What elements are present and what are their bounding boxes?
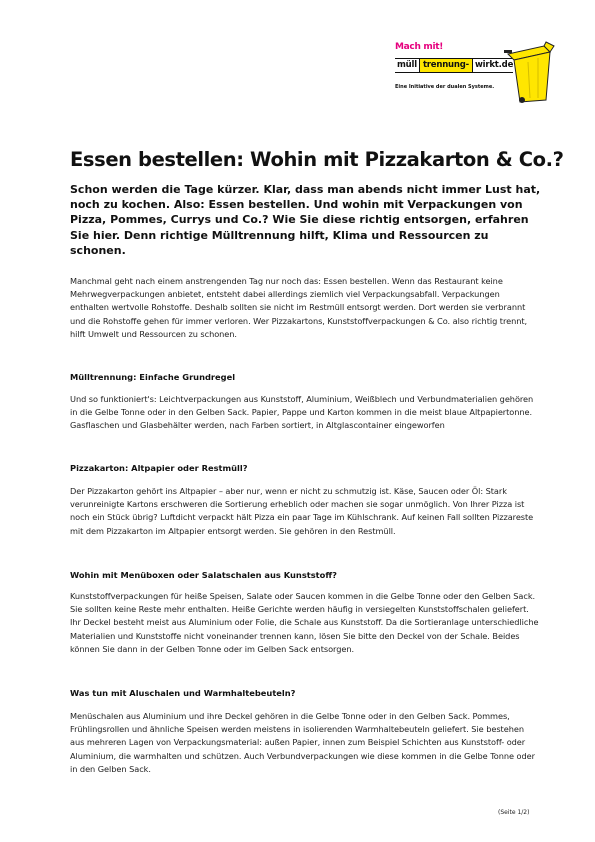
section-heading-aluschalen: Was tun mit Aluschalen und Warmhaltebeuteln? bbox=[70, 688, 296, 698]
section-text-pizzakarton: Der Pizzakarton gehört ins Altpapier – aber nur, wenn er nicht zu schmutzig ist. Käse, Saucen oder Öl: Stark verunreinigte Kartons erschweren die Sortierung erheblich oder machen sie sogar unmöglich. Von Ihrer Pizza ist noch ein Stück übrig? Luftdicht verpackt hält Pizza ein paar Tage im Kühlschrank. Auf keinen Fall sollten Pizzareste mit dem Pizzakarton im Altpapier entsorgt werden. Sie gehören in den Restmüll. bbox=[70, 486, 534, 536]
lead-paragraph: Schon werden die Tage kürzer. Klar, dass man abends nicht immer Lust hat, noch zu kochen. Also: Essen bestellen. Und wohin mit Verpackungen von Pizza, Pommes, Currys und Co.? Wie Sie diese richtig entsorgen, erfahren Sie hier. Denn richtige Mülltrennung hilft, Klima und Ressourcen zu schonen. bbox=[70, 183, 541, 257]
recycling-bin-icon bbox=[500, 40, 560, 104]
logo-wordmark-part1: müll bbox=[397, 60, 417, 70]
section-heading-pizzakarton: Pizzakarton: Altpapier oder Restmüll? bbox=[70, 463, 248, 473]
section-text-grundregel: Und so funktioniert's: Leichtverpackungen aus Kunststoff, Aluminium, Weißblech und Verbundmaterialien gehören in die Gelbe Tonne oder in den Gelben Sack. Papier, Pappe und Karton kommen in die meist blaue Altpapiertonne. Gasflaschen und Glasbehälter werden, nach Farben sortiert, in Altglascontainer eingeworfen bbox=[70, 394, 534, 431]
intro-paragraph: Manchmal geht nach einem anstrengenden Tag nur noch das: Essen bestellen. Wenn das Restaurant keine Mehrwegverpackungen anbietet, entsteht dabei allerdings ziemlich viel Verpackungsabfall. Verpackungen enthalten wertvolle Rohstoffe. Deshalb sollten sie nicht im Restmüll entsorgt werden. Dort werden sie verbrannt und die Rohstoffe gehen für immer verloren. Wer Pizzakartons, Kunststoffverpackungen & Co. also richtig trennt, hilft Umwelt und Ressourcen zu schonen. bbox=[70, 276, 528, 339]
logo-tagline: Eine Initiative der dualen Systeme. bbox=[395, 84, 495, 90]
logo-slogan: Mach mit! bbox=[395, 42, 444, 52]
logo-wordmark bbox=[395, 58, 513, 73]
section-text-menueboxen: Kunststoffverpackungen für heiße Speisen, Salate oder Saucen kommen in die Gelbe Tonne oder den Gelben Sack. Sie sollten keine Reste mehr enthalten. Heiße Gerichte werden häufig in versiegelten Kunststoffschalen geliefert. Ihr Deckel besteht meist aus Aluminium oder Folie, die Schale aus Kunststoff. Da die Sortieranlage unterschiedliche Materialien und Kunststoffe nicht voneinander trennen kann, lösen Sie bitte den Deckel von der Schale. Beides können Sie dann in der Gelben Tonne oder im Gelben Sack entsorgen. bbox=[70, 591, 539, 654]
logo-wordmark-part2: trennung- bbox=[419, 59, 473, 72]
page-number: (Seite 1/2) bbox=[498, 809, 530, 816]
section-text-aluschalen: Menüschalen aus Aluminium und ihre Deckel gehören in die Gelbe Tonne oder in den Gelben Sack. Pommes, Frühlingsrollen und ähnliche Speisen werden meistens in isolierenden Warmhaltebeuteln geliefert. Sie bestehen aus mehreren Lagen von Verpackungsmaterial: außen Papier, innen zum Beispiel Schichten aus Kunststoff- oder Aluminium, die warmhalten und schützen. Auch Verbundverpackungen wie diese kommen in die Gelbe Tonne oder in den Gelben Sack. bbox=[70, 711, 535, 774]
logo-wordmark-part3: wirkt.de bbox=[474, 60, 514, 70]
section-heading-grundregel: Mülltrennung: Einfache Grundregel bbox=[70, 372, 236, 382]
section-heading-menueboxen: Wohin mit Menüboxen oder Salatschalen aus Kunststoff? bbox=[70, 570, 337, 580]
document-title: Essen bestellen: Wohin mit Pizzakarton & Co.? bbox=[70, 148, 564, 171]
brand-logo bbox=[392, 42, 562, 102]
